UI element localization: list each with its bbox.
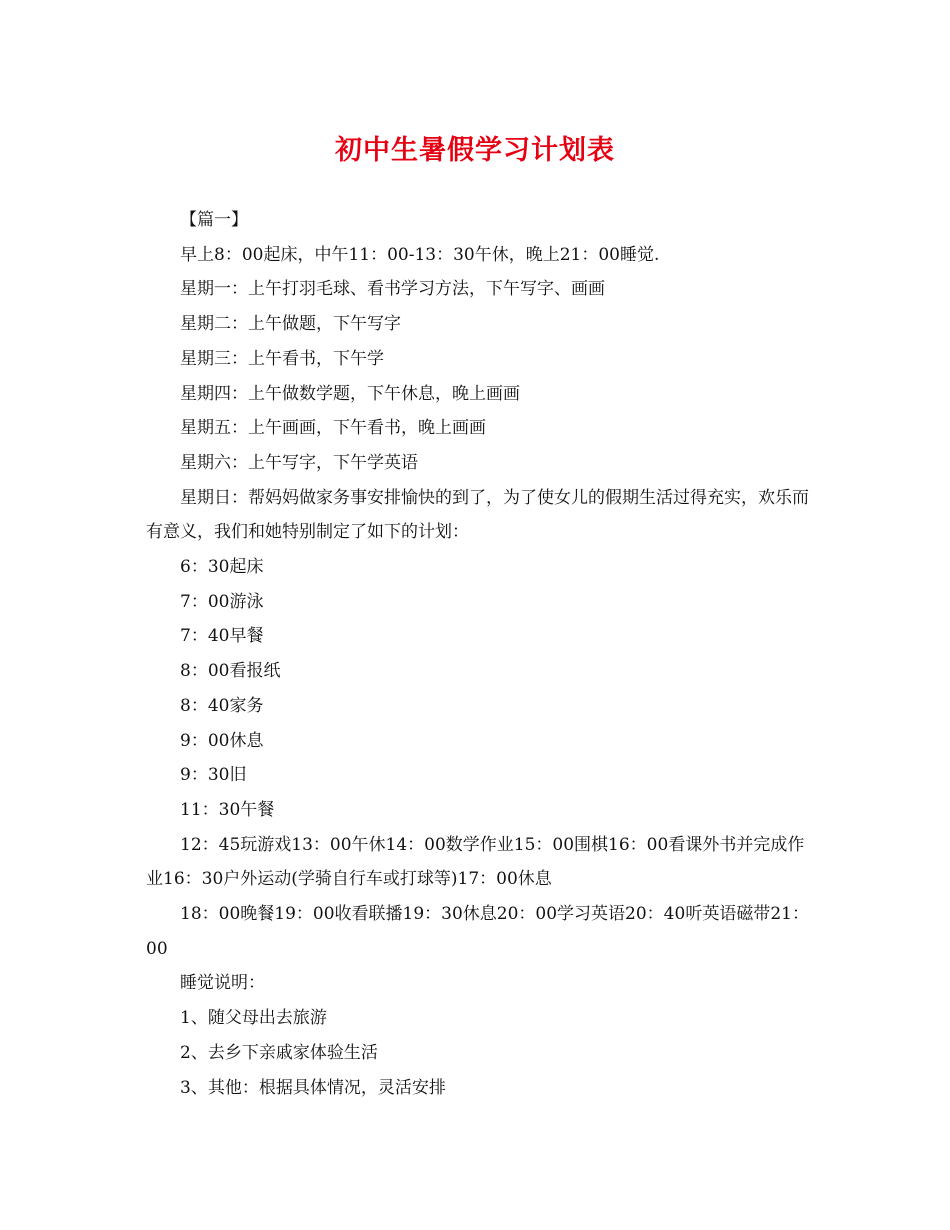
section-heading: 【篇一】	[180, 210, 248, 230]
timetable-item: 8：00看报纸	[180, 661, 281, 682]
timetable-item: 7：00游泳	[180, 591, 264, 612]
note-item: 1、随父母出去旅游	[180, 1008, 327, 1029]
timetable-item: 11：30午餐	[180, 799, 275, 820]
weekday-plan-wednesday: 星期三：上午看书，下午学	[180, 348, 384, 369]
weekday-plan-tuesday: 星期二：上午做题，下午写字	[180, 314, 401, 335]
weekday-plan-friday: 星期五：上午画画，下午看书，晚上画画	[180, 418, 486, 439]
daily-schedule-line: 早上8：00起床，中午11：00-13：30午休，晚上21：00睡觉.	[180, 244, 660, 265]
timetable-item: 6：30起床	[180, 557, 264, 578]
weekday-plan-monday: 星期一：上午打羽毛球、看书学习方法，下午写字、画画	[180, 279, 605, 300]
notes-heading: 睡觉说明：	[180, 973, 265, 994]
timetable-item: 8：40家务	[180, 695, 264, 716]
timetable-evening: 18：00晚餐19：00收看联播19：30休息20：00学习英语20：40听英语磁带21：00	[146, 904, 809, 959]
weekday-plan-saturday: 星期六：上午写字，下午学英语	[180, 452, 418, 473]
note-item: 2、去乡下亲戚家体验生活	[180, 1042, 378, 1063]
timetable-item: 7：40早餐	[180, 626, 264, 647]
timetable-item: 9：00休息	[180, 730, 264, 751]
timetable-item: 9：30旧	[180, 765, 247, 786]
note-item: 3、其他：根据具体情况，灵活安排	[180, 1077, 446, 1098]
document-body	[146, 203, 810, 1105]
document-title: 初中生暑假学习计划表	[335, 135, 615, 166]
weekday-plan-thursday: 星期四：上午做数学题，下午休息，晚上画画	[180, 383, 520, 404]
timetable-afternoon: 12：45玩游戏13：00午休14：00数学作业15：00围棋16：00看课外书并完成作业16：30户外运动(学骑自行车或打球等)17：00休息	[146, 834, 805, 890]
weekday-plan-sunday: 星期日：帮妈妈做家务事安排愉快的到了，为了使女儿的假期生活过得充实，欢乐而有意义，我们和她特别制定了如下的计划：	[146, 487, 809, 543]
